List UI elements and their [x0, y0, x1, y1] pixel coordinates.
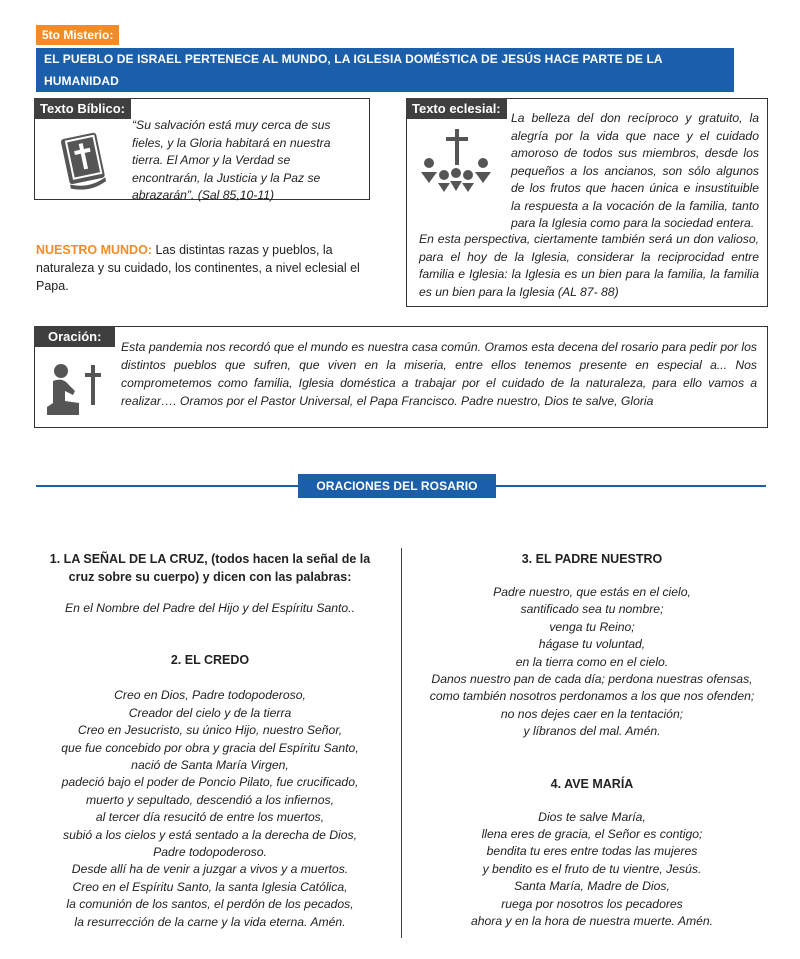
credo-heading: 2. EL CREDO [170, 653, 250, 668]
our-world-label: NUESTRO MUNDO: [36, 243, 152, 257]
our-father-line: hágase tu voluntad, [538, 637, 646, 652]
prayer-box [34, 326, 768, 428]
left-column [30, 550, 390, 931]
ecclesial-text-part2: En esta perspectiva, ciertamente también será un don valioso, para el hoy de la Iglesia, considerar la reciprocidad entre familia e Iglesia: la Iglesia es un bien para la familia, la familia es un bien para la Iglesia (AL 87- 88) [419, 232, 759, 299]
hail-mary-line: llena eres de gracia, el Señor es contigo; [481, 827, 703, 842]
hail-mary-line: Santa María, Madre de Dios, [514, 879, 670, 894]
ecclesial-text-part1: La belleza del don recíproco y gratuito, la alegría por la vida que nace y el cuidado amoroso de todos sus miembros, desde los pequeños a los ancianos, son sólo algunos de los frutos que hacen única e insustituible la respuesta a la vocación de la familia, tanto para la Iglesia como para la sociedad entera. [511, 111, 759, 230]
ecclesial-text-box [406, 98, 768, 307]
sign-of-cross-heading-line1: 1. LA SEÑAL DE LA CRUZ, (todos hacen la señal de la [49, 552, 371, 566]
credo-line: que fue concebido por obra y gracia del Espíritu Santo, [61, 740, 359, 755]
our-father-text [412, 584, 772, 741]
hail-mary-line: Dios te salve María, [538, 809, 646, 824]
credo-line: la comunión de los santos, el perdón de los pecados, [66, 897, 354, 912]
ecclesial-label: Texto eclesial: [406, 98, 507, 119]
sign-of-cross-text: En el Nombre del Padre del Hijo y del Espíritu Santo.. [65, 601, 355, 615]
prayer-label: Oración: [34, 326, 115, 347]
credo-line: Creo en el Espíritu Santo, la santa Iglesia Católica, [72, 879, 348, 894]
credo-line: al tercer día resucitó de entre los muertos, [95, 810, 325, 825]
our-father-line: no nos dejes caer en la tentación; [500, 706, 684, 721]
hail-mary-heading: 4. AVE MARÍA [550, 776, 634, 791]
credo-text [30, 687, 390, 931]
right-column [412, 550, 772, 931]
credo-line: Creo en Jesucristo, su único Hijo, nuestro Señor, [77, 723, 343, 738]
our-father-heading: 3. EL PADRE NUESTRO [521, 552, 663, 566]
our-father-line: Padre nuestro, que estás en el cielo, [493, 585, 691, 599]
divider-left [36, 485, 298, 487]
sign-of-cross-heading [30, 550, 390, 586]
hail-mary-line: ahora y en la hora de nuestra muerte. Amén. [470, 914, 714, 929]
bible-book-icon [55, 127, 115, 191]
sign-of-cross-heading-line2: cruz sobre su cuerpo) y dicen con las palabras: [68, 570, 352, 584]
our-father-line: y líbranos del mal. Amén. [523, 724, 661, 739]
hail-mary-line: y bendito es el fruto de tu vientre, Jesús. [482, 861, 702, 876]
our-father-line: venga tu Reino; [549, 619, 635, 634]
mystery-tag: 5to Misterio: [36, 25, 119, 45]
prayer-text: Esta pandemia nos recordó que el mundo es nuestra casa común. Oramos esta decena del rosario para pedir por los distintos pueblos que sufren, que viven en la miseria, entre ellos tenemos presente en especial a... Nos comprometemos como familia, Iglesia doméstica a trabajar por el cuidado de la naturaleza, para ello vamos a realizar…. Oramos por el Pastor Universal, el Papa Francisco. Padre nuestro, Dios te salve, Gloria [121, 340, 757, 408]
biblical-text: “Su salvación está muy cerca de sus fieles, y la Gloria habitará en nuestra tierra. El Amor y la Verdad se encontrarán, la Justicia y la Paz se abrazarán”. (Sal 85,10-11) [132, 118, 331, 202]
our-world-paragraph [36, 241, 372, 295]
hail-mary-line: ruega por nosotros los pecadores [501, 896, 683, 911]
our-father-line: Danos nuestro pan de cada día; perdona nuestras ofensas, [431, 672, 753, 687]
family-cross-icon [417, 125, 491, 195]
rosary-title: ORACIONES DEL ROSARIO [298, 474, 496, 498]
credo-line: Creo en Dios, Padre todopoderoso, [114, 688, 306, 703]
credo-line: padeció bajo el poder de Poncio Pilato, fue crucificado, [61, 775, 359, 790]
our-father-line: santificado sea tu nombre; [520, 602, 664, 617]
credo-line: la resurrección de la carne y la vida eterna. Amén. [74, 914, 346, 929]
credo-line: Desde allí ha de venir a juzgar a vivos y a muertos. [71, 862, 349, 877]
kneeling-prayer-icon [43, 357, 105, 419]
biblical-text-box [34, 98, 370, 200]
biblical-label: Texto Bíblico: [34, 98, 131, 119]
our-father-line: en la tierra como en el cielo. [515, 654, 669, 669]
credo-line: subió a los cielos y está sentado a la derecha de Dios, [62, 827, 358, 842]
column-divider [401, 548, 402, 938]
credo-line: Padre todopoderoso. [153, 845, 267, 860]
hail-mary-line: bendita tu eres entre todas las mujeres [486, 844, 698, 859]
our-father-line: como también nosotros perdonamos a los que nos ofenden; [429, 689, 755, 704]
hail-mary-text [412, 809, 772, 931]
mystery-title-banner: EL PUEBLO DE ISRAEL PERTENECE AL MUNDO, LA IGLESIA DOMÉSTICA DE JESÚS HACE PARTE DE LA HUMANIDAD [36, 48, 734, 92]
divider-right [480, 485, 766, 487]
credo-line: Creador del cielo y de la tierra [128, 705, 292, 720]
credo-line: muerto y sepultado, descendió a los infiernos, [86, 792, 334, 807]
credo-line: nació de Santa María Virgen, [131, 758, 289, 773]
our-world-text: Las distintas razas y pueblos, la naturaleza y su cuidado, los continentes, a nivel eclesial el Papa. [36, 243, 360, 293]
